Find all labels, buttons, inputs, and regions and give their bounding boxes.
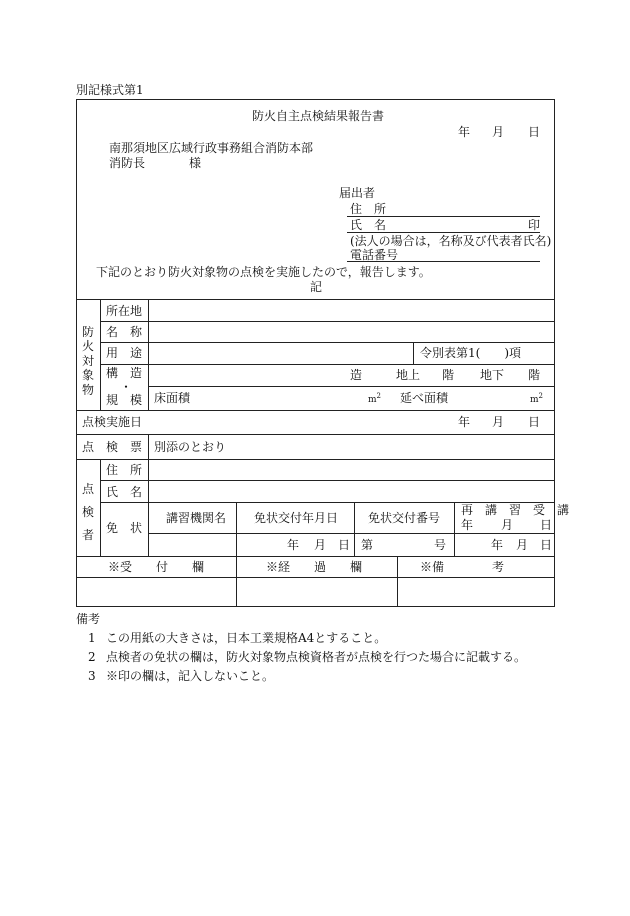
training-org-header: 講習機関名 (166, 511, 227, 525)
retraining-year: 年 (461, 518, 474, 532)
row-line (100, 321, 555, 322)
total-area-unit: $m^2$ (530, 392, 544, 405)
note-text: 点検者の免状の欄は，防火対象物点検資格者が点検を行つた場合に記載する。 (106, 650, 527, 664)
retraining-row-year: 年 (491, 538, 504, 552)
notes-heading: 備考 (76, 612, 101, 626)
header-year: 年 (458, 125, 471, 139)
reception-column-header: ※受 付 欄 (108, 560, 205, 574)
progress-column-header: ※経 過 欄 (266, 560, 363, 574)
issue-number-go: 号 (434, 538, 447, 552)
inspector-address-label: 住 所 (106, 463, 143, 477)
note-text: この用紙の大きさは，日本工業規格A4とすること。 (106, 631, 387, 645)
structure-above-floor: 階 (442, 368, 455, 382)
statement: 下記のとおり防火対象物の点検を実施したので，報告します。 (96, 265, 431, 279)
issue-number-header: 免状交付番号 (368, 511, 441, 525)
form-title: 防火自主点検結果報告書 (252, 109, 385, 123)
note-number: 1 (88, 631, 96, 645)
col-line (397, 556, 398, 607)
property-name-label: 名 称 (106, 325, 143, 339)
issue-month: 月 (314, 538, 327, 552)
note-text: ※印の欄は，記入しないこと。 (106, 669, 275, 683)
dot-separator: ・ (120, 380, 133, 394)
notifier-phone: 電話番号 (350, 248, 399, 262)
retraining-day: 日 (540, 518, 553, 532)
row-line (76, 556, 555, 557)
floor-area-label: 床面積 (154, 391, 191, 405)
structure-below: 地下 (480, 368, 505, 382)
row-line (100, 364, 555, 365)
use-label: 用 途 (106, 346, 143, 360)
recipient-org: 南那須地区広域行政事務組合消防本部 (109, 141, 314, 155)
col-line (236, 556, 237, 607)
row-line (148, 386, 555, 387)
col-line (148, 299, 149, 410)
col-line (454, 502, 455, 556)
remarks-column-header: ※備 考 (420, 560, 505, 574)
retraining-row-month: 月 (516, 538, 529, 552)
inspection-sheet-label: 点 検 票 (82, 440, 143, 454)
col-line (100, 299, 101, 410)
col-line (148, 434, 149, 459)
row-line (76, 577, 555, 578)
issue-date-header: 免状交付年月日 (254, 511, 339, 525)
note-number: 3 (88, 669, 96, 683)
inspector-name-label: 氏 名 (106, 485, 143, 499)
structure-above: 地上 (396, 368, 421, 382)
issue-year: 年 (287, 538, 300, 552)
inspection-day: 日 (528, 415, 541, 429)
inspection-sheet-value: 別添のとおり (154, 440, 227, 454)
location-label: 所在地 (106, 304, 143, 318)
inspector-group-label: 点 検 者 (81, 482, 94, 542)
underline (347, 261, 540, 262)
col-line (354, 502, 355, 556)
notifier-address: 住 所 (350, 202, 387, 216)
property-group-label: 防 火 対 象 物 (81, 325, 94, 397)
row-line (148, 533, 555, 534)
structure-label: 構 造 (106, 366, 143, 380)
inspection-date-label: 点検実施日 (82, 415, 143, 429)
retraining-month: 月 (501, 518, 514, 532)
underline (347, 216, 540, 217)
col-line (236, 502, 237, 556)
issue-day: 日 (338, 538, 351, 552)
recipient-honorific: 様 (189, 156, 202, 170)
issue-number-dai: 第 (361, 538, 374, 552)
recipient-chief: 消防長 (109, 156, 146, 170)
note-number: 2 (88, 650, 96, 664)
col-line (100, 459, 101, 556)
notifier-name: 氏 名 (350, 218, 387, 232)
floor-area-unit: $m^2$ (368, 392, 382, 405)
col-line (148, 459, 149, 556)
license-label: 免 状 (106, 521, 143, 535)
row-line (100, 342, 555, 343)
ki-label: 記 (310, 280, 323, 294)
use-class: 令別表第1( )項 (420, 346, 521, 360)
inspection-month: 月 (492, 415, 505, 429)
header-month: 月 (492, 125, 505, 139)
underline (347, 232, 540, 233)
row-line (100, 480, 555, 481)
notifier-label: 届出者 (339, 186, 376, 200)
form-number: 別記様式第1 (76, 83, 144, 97)
structure-below-floor: 階 (528, 368, 541, 382)
col-line (413, 342, 414, 364)
header-day: 日 (528, 125, 541, 139)
retraining-row-day: 日 (540, 538, 553, 552)
scale-label: 規 模 (106, 393, 143, 407)
retraining-header: 再 講 習 受 講 (461, 503, 570, 517)
notifier-seal: 印 (528, 218, 541, 232)
structure-zou: 造 (350, 368, 363, 382)
row-line (76, 410, 555, 411)
total-area-label: 延べ面積 (400, 391, 449, 405)
notifier-corp-note: (法人の場合は，名称及び代表者氏名) (350, 234, 552, 248)
inspection-year: 年 (458, 415, 471, 429)
